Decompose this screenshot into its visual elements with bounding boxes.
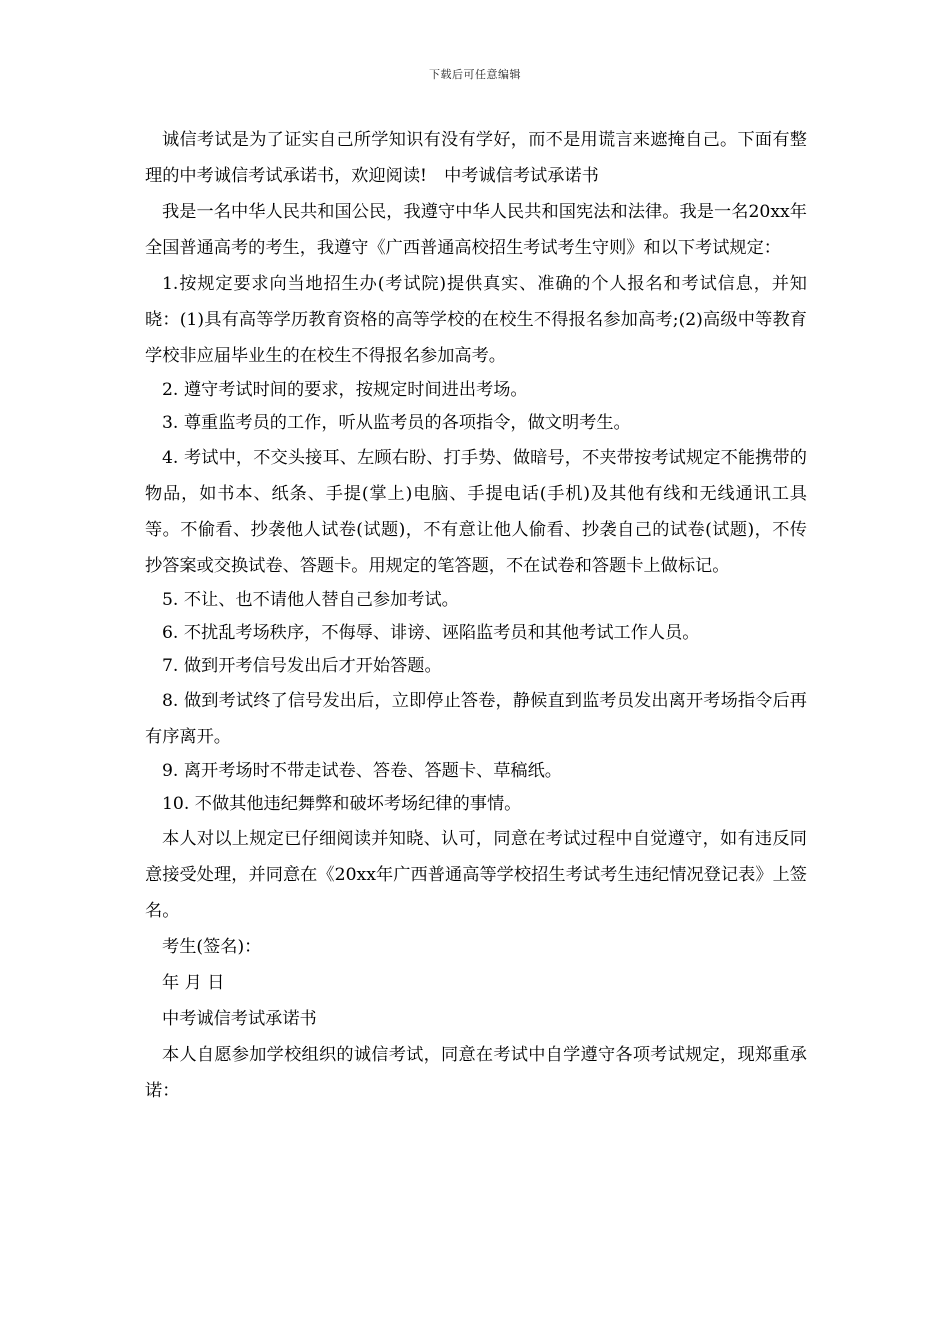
rule-item-7: 7. 做到开考信号发出后才开始答题。 (162, 656, 442, 676)
second-pledge-paragraph: 本人自愿参加学校组织的诚信考试，同意在考试中自学遵守各项考试规定，现郑重承诺： (145, 1045, 807, 1101)
rule-item-4: 4. 考试中，不交头接耳、左顾右盼、打手势、做暗号，不夹带按考试规定不能携带的物品，如书本、纸条、手提(掌上)电脑、手提电话(手机)及其他有线和无线通讯工具等。不偷看、抄袭他人试卷(试题)，不有意让他人偷看、抄袭自己的试卷(试题)，不传抄答案或交换试卷、答题卡。用规定的笔答题，不在试卷和答题卡上做标记。 (145, 448, 807, 576)
pledge-opening-paragraph: 我是一名中华人民共和国公民，我遵守中华人民共和国宪法和法律。我是一名20xx年全国普通高考的考生，我遵守《广西普通高校招生考试考生守则》和以下考试规定： (145, 202, 807, 258)
second-pledge-title: 中考诚信考试承诺书 (162, 1009, 317, 1029)
rule-item-8: 8. 做到考试终了信号发出后，立即停止答卷，静候直到监考员发出离开考场指令后再有序离开。 (145, 691, 807, 747)
rule-item-2: 2. 遵守考试时间的要求，按规定时间进出考场。 (162, 380, 528, 400)
rule-item-5: 5. 不让、也不请他人替自己参加考试。 (162, 590, 459, 610)
intro-paragraph: 诚信考试是为了证实自己所学知识有没有学好，而不是用谎言来遮掩自己。下面有整理的中考诚信考试承诺书，欢迎阅读! 中考诚信考试承诺书 (145, 130, 807, 186)
page-header: 下载后可任意编辑 (429, 68, 521, 81)
rule-item-3: 3. 尊重监考员的工作，听从监考员的各项指令，做文明考生。 (162, 413, 631, 433)
agreement-paragraph: 本人对以上规定已仔细阅读并知晓、认可，同意在考试过程中自觉遵守，如有违反同意接受处理，并同意在《20xx年广西普通高等学校招生考试考生违纪情况登记表》上签名。 (145, 829, 807, 921)
signature-line: 考生(签名)： (162, 937, 262, 957)
rule-item-6: 6. 不扰乱考场秩序，不侮辱、诽谤、诬陷监考员和其他考试工作人员。 (162, 623, 700, 643)
document-body (145, 122, 807, 1109)
rule-item-10: 10. 不做其他违纪舞弊和破坏考场纪律的事情。 (162, 794, 522, 814)
rule-item-9: 9. 离开考场时不带走试卷、答卷、答题卡、草稿纸。 (162, 761, 562, 781)
date-line: 年 月 日 (162, 973, 225, 993)
rule-item-1: 1.按规定要求向当地招生办(考试院)提供真实、准确的个人报名和考试信息，并知晓：(1)具有高等学历教育资格的高等学校的在校生不得报名参加高考;(2)高级中等教育学校非应届毕业生的在校生不得报名参加高考。 (145, 274, 807, 366)
